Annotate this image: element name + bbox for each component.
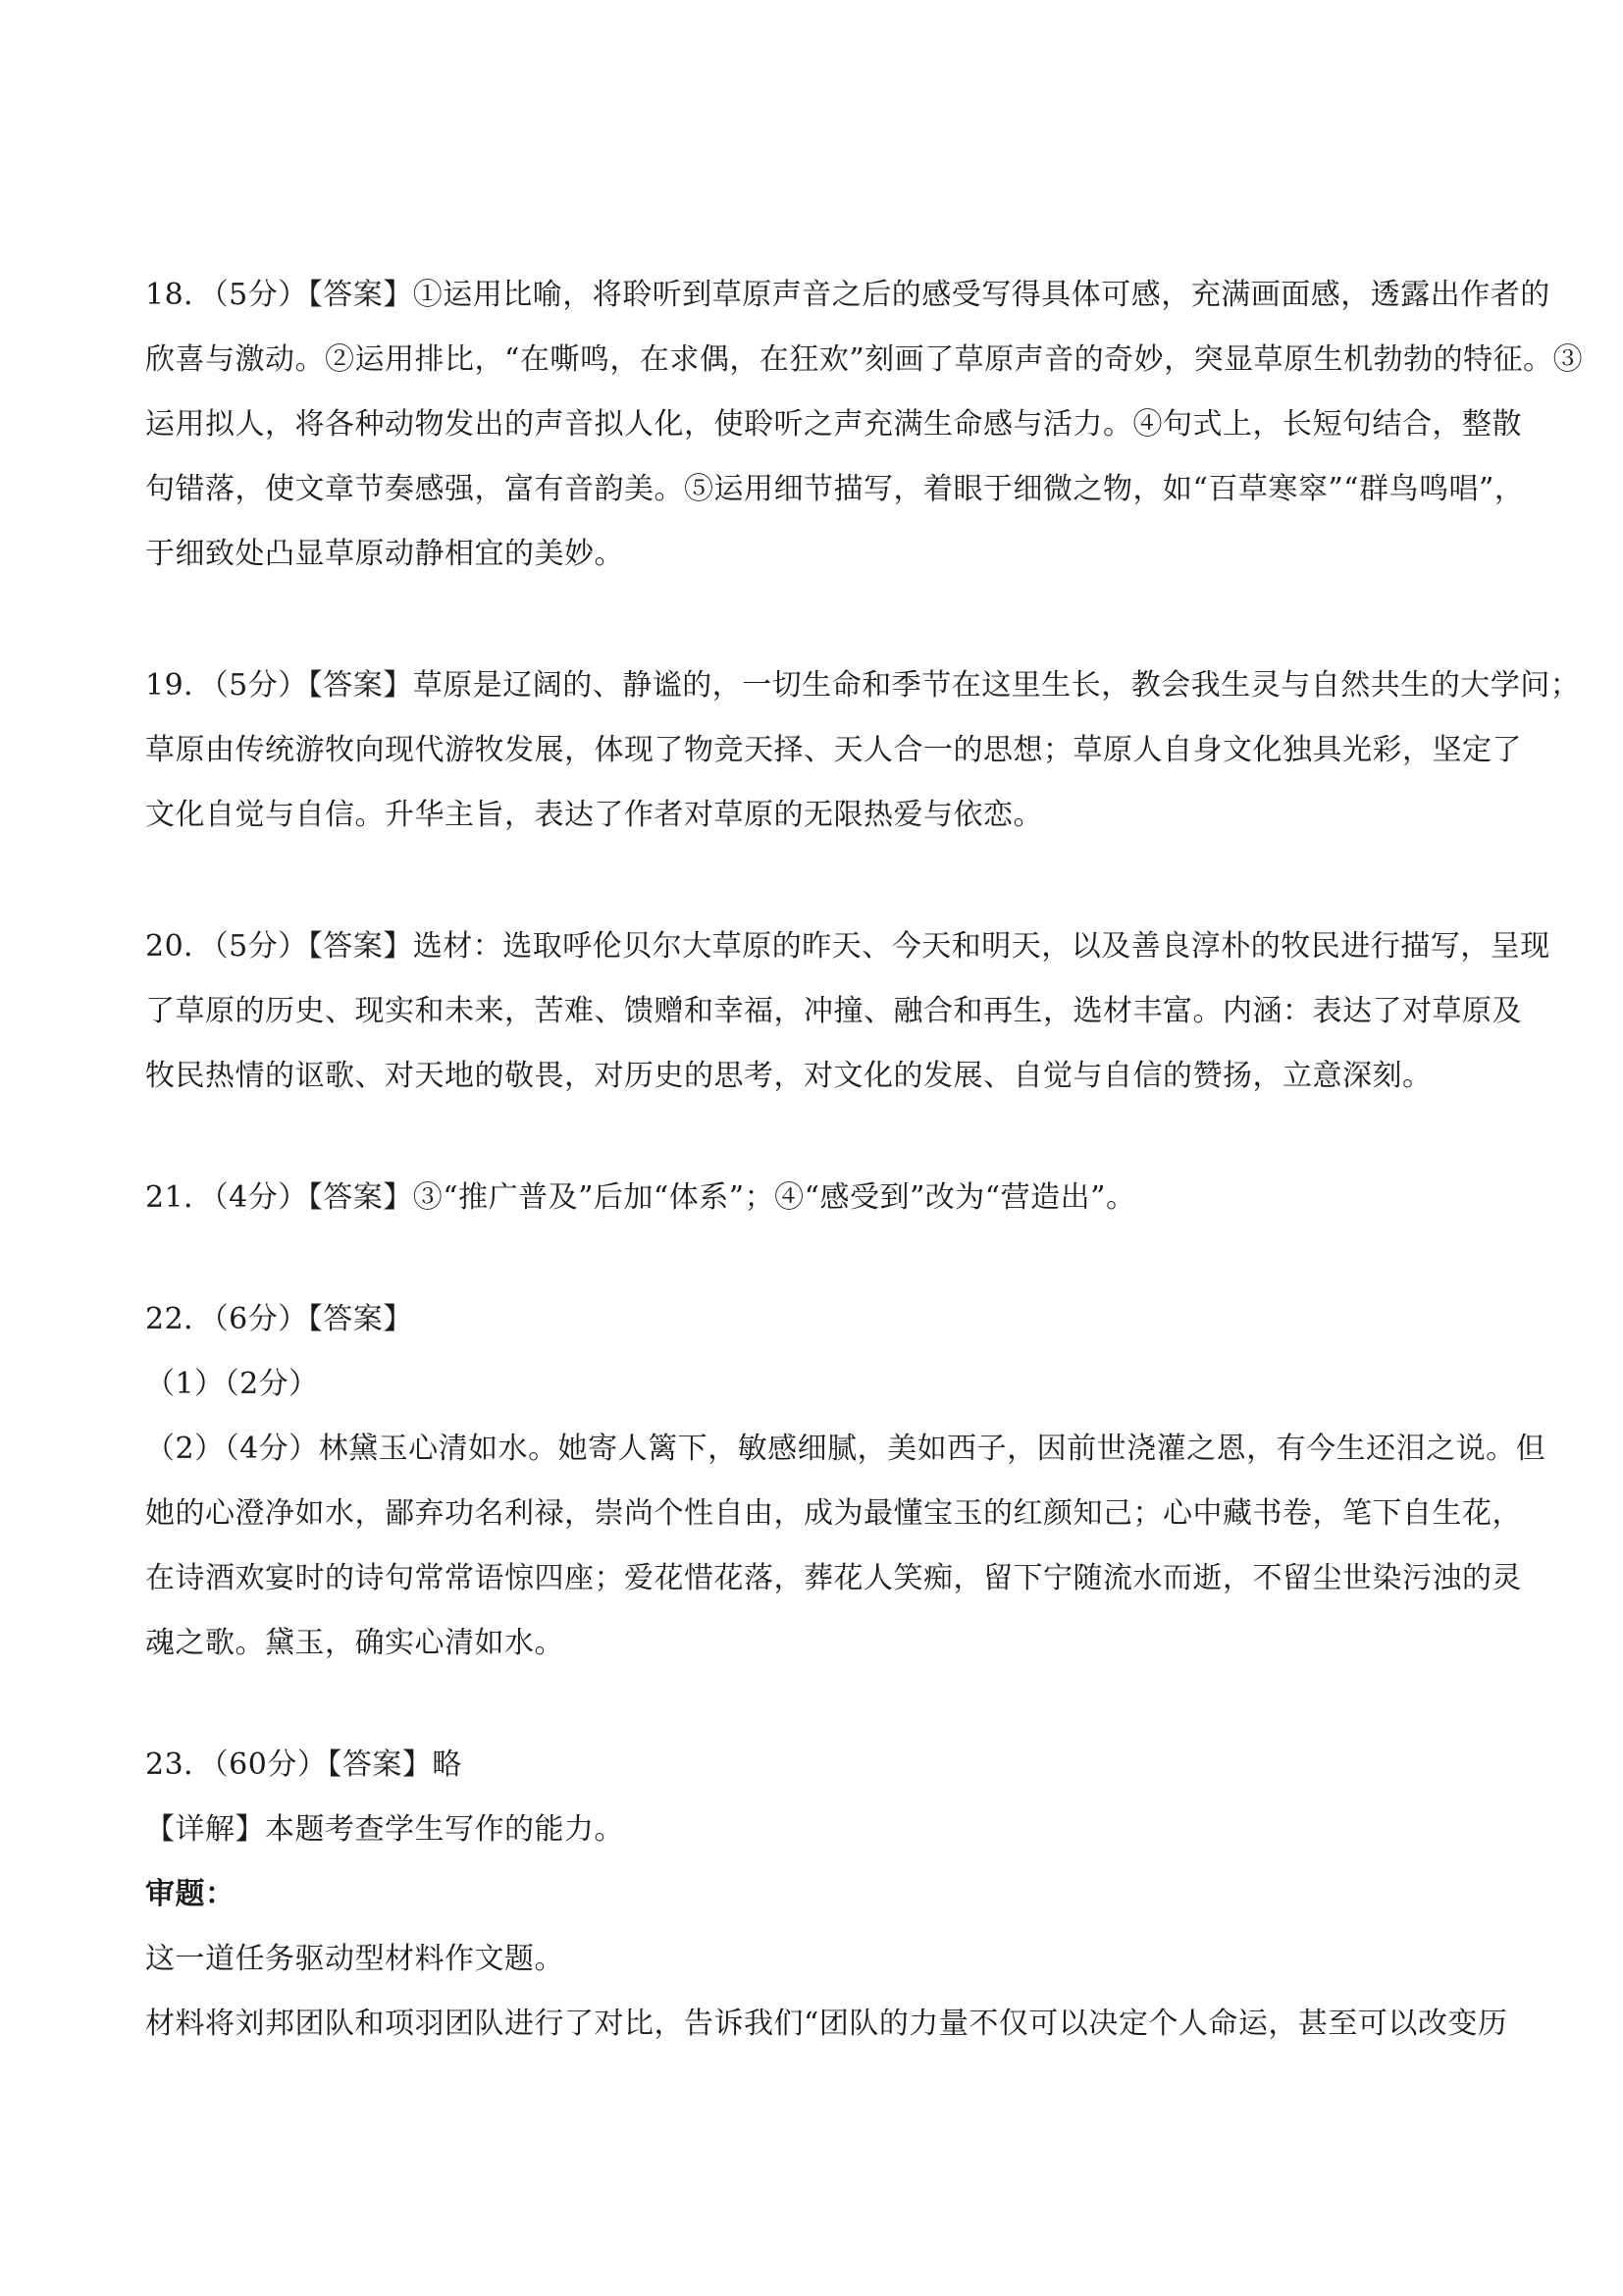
spacer [145,848,1499,914]
answer-18 [145,263,1584,587]
answer-20-line-2: 了草原的历史、现实和未来，苦难、馈赠和幸福，冲撞、融合和再生，选材丰富。内涵：表达了对草原及 [145,994,1522,1028]
answer-22-line-3: （2）（4分）林黛玉心清如水。她寄人篱下，敏感细腻，美如西子，因前世浇灌之恩，有今生还泪之说。但 [145,1432,1546,1466]
answer-23 [145,1733,1508,2057]
answer-18-line-5: 于细致处凸显草原动静相宜的美妙。 [145,537,624,571]
answer-19-line-3: 文化自觉与自信。升华主旨，表达了作者对草原的无限热爱与依恋。 [145,798,1043,832]
spacer [145,587,1499,653]
answer-23-detail: 【详解】本题考查学生写作的能力。 [145,1812,624,1847]
answer-22-part-1: （1）（2分） [145,1367,319,1401]
answer-23-line-1: 这一道任务驱动型材料作文题。 [145,1942,564,1976]
spacer [145,1676,1499,1733]
answer-22 [145,1287,1546,1676]
answer-18-line-1: 18．（5分）【答案】①运用比喻，将聆听到草原声音之后的感受写得具体可感，充满画面感，透露出作者的 [145,278,1550,312]
answer-22-header: 22．（6分）【答案】 [145,1302,413,1336]
answer-18-line-4: 句错落，使文章节奏感强，富有音韵美。⑤运用细节描写，着眼于细微之物，如“百草寒窣”“群鸟鸣唱”， [145,472,1525,506]
spacer [145,1109,1499,1166]
answer-21 [145,1166,1499,1230]
answer-18-line-3: 运用拟人，将各种动物发出的声音拟人化，使聆听之声充满生命感与活力。④句式上，长短句结合，整散 [145,407,1522,442]
answer-21-line-1: 21．（4分）【答案】③“推广普及”后加“体系”；④“感受到”改为“营造出”。 [145,1180,1136,1215]
answer-20-line-1: 20．（5分）【答案】选材：选取呼伦贝尔大草原的昨天、今天和明天，以及善良淳朴的牧民进行描写，呈现 [145,929,1550,964]
answer-23-review-label: 审题： [145,1877,236,1911]
answer-19-line-2: 草原由传统游牧向现代游牧发展，体现了物竞天择、天人合一的思想；草原人自身文化独具光彩，坚定了 [145,733,1522,767]
answer-22-line-4: 她的心澄净如水，鄙弃功名利禄，崇尚个性自由，成为最懂宝玉的红颜知己；心中藏书卷，笔下自生花， [145,1496,1522,1531]
answer-page [145,263,1584,2057]
answer-22-line-6: 魂之歌。黛玉，确实心清如水。 [145,1626,564,1660]
answer-20 [145,914,1550,1109]
answer-20-line-3: 牧民热情的讴歌、对天地的敬畏，对历史的思考，对文化的发展、自觉与自信的赞扬，立意深刻。 [145,1059,1433,1093]
answer-18-line-2: 欣喜与激动。②运用排比，“在嘶鸣，在求偶，在狂欢”刻画了草原声音的奇妙，突显草原生机勃勃的特征。③ [145,342,1584,377]
spacer [145,1230,1499,1287]
answer-23-line-2: 材料将刘邦团队和项羽团队进行了对比，告诉我们“团队的力量不仅可以决定个人命运，甚至可以改变历 [145,2007,1508,2041]
answer-19-line-1: 19．（5分）【答案】草原是辽阔的、静谧的，一切生命和季节在这里生长，教会我生灵与自然共生的大学问； [145,668,1581,703]
answer-19 [145,653,1581,848]
answer-22-line-5: 在诗酒欢宴时的诗句常常语惊四座；爱花惜花落，葬花人笑痴，留下宁随流水而逝，不留尘世染污浊的灵 [145,1561,1522,1595]
answer-23-header: 23．（60分）【答案】略 [145,1748,462,1782]
